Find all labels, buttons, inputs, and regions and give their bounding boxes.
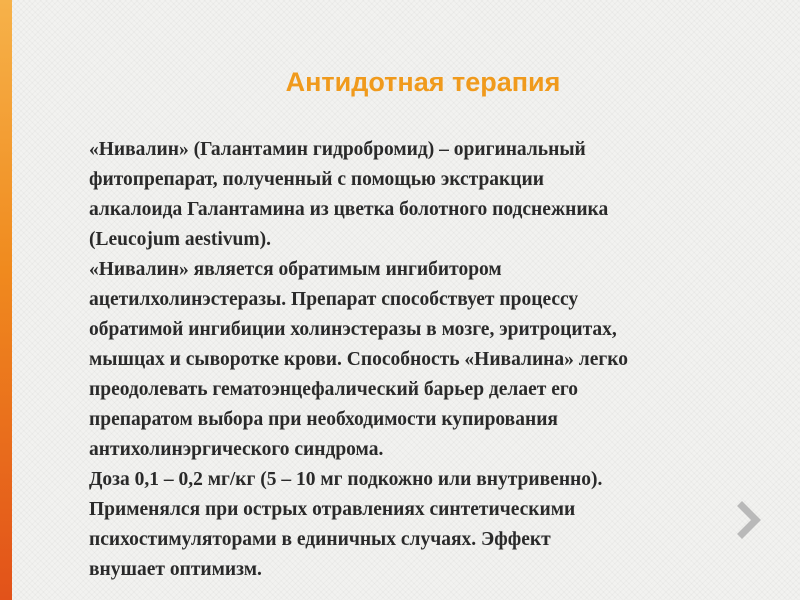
slide-title: Антидотная терапия — [285, 67, 561, 97]
text-line: (Leucojum aestivum). — [89, 229, 271, 250]
text-line: фитопрепарат, полученный с помощью экстракции — [89, 169, 545, 190]
text-line: внушает оптимизм. — [89, 559, 262, 580]
next-slide-button[interactable] — [734, 500, 766, 540]
text-line: Применялся при острых отравлениях синтетическими — [89, 499, 576, 520]
text-line: обратимой ингибиции холинэстеразы в мозге, эритроцитах, — [89, 319, 617, 340]
text-line: мышцах и сыворотке крови. Способность «Нивалина» легко — [89, 349, 628, 370]
text-line: препаратом выбора при необходимости купирования — [89, 409, 558, 430]
text-line: Доза 0,1 – 0,2 мг/кг (5 – 10 мг подкожно или внутривенно). — [89, 469, 603, 490]
text-line: ацетилхолинэстеразы. Препарат способствует процессу — [89, 289, 579, 310]
slide-body — [89, 135, 789, 585]
text-line: «Нивалин» (Галантамин гидробромид) – оригинальный — [89, 139, 586, 160]
text-line: антихолинэргического синдрома. — [89, 439, 384, 460]
text-line: «Нивалин» является обратимым ингибитором — [89, 259, 502, 280]
text-line: алкалоида Галантамина из цветка болотного подснежника — [89, 199, 609, 220]
text-line: психостимуляторами в единичных случаях. Эффект — [89, 529, 551, 550]
chevron-right-icon — [734, 500, 766, 540]
text-line: преодолевать гематоэнцефалический барьер делает его — [89, 379, 579, 400]
